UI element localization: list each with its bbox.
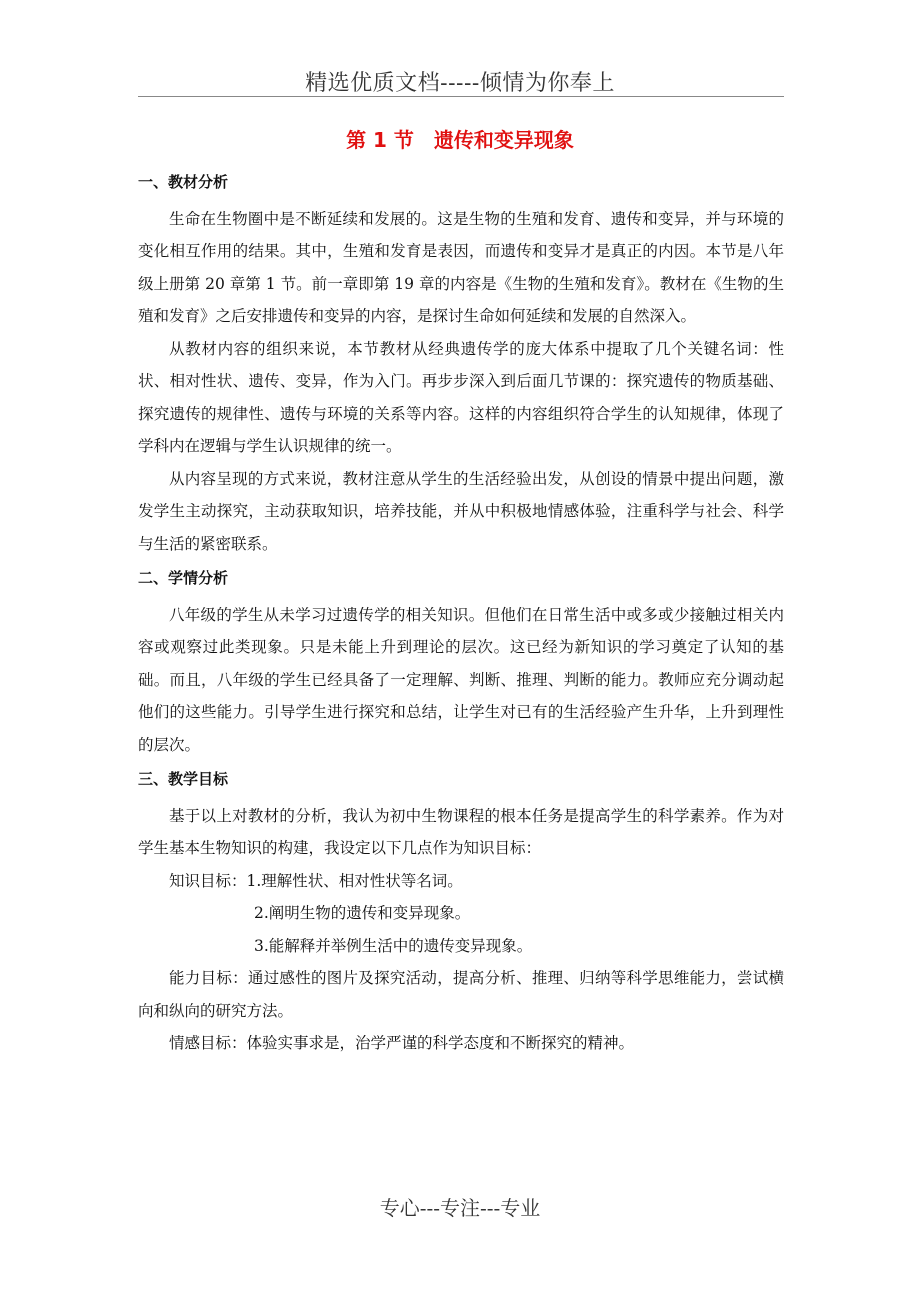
- ability-goal: 能力目标：通过感性的图片及探究活动，提高分析、推理、归纳等科学思维能力，尝试横向和纵向的研究方法。: [138, 969, 784, 1020]
- page-footer: 专心---专注---专业: [379, 1196, 541, 1220]
- knowledge-goal-item-2: 2.阐明生物的遗传和变异现象。: [254, 904, 471, 922]
- knowledge-goal-item-1: [138, 865, 784, 898]
- section-heading-teaching-objectives: 三、教学目标: [138, 770, 229, 788]
- paragraph: 生命在生物圈中是不断延续和发展的。这是生物的生殖和发育、遗传和变异，并与环境的变化相互作用的结果。其中，生殖和发育是表因，而遗传和变异才是真正的内因。本节是八年级上册第 20 章第 1 节。前一章即第 19 章的内容是《生物的生殖和发育》。教材在《生物的生殖和发育》之后安排遗传和变异的内容，是探讨生命如何延续和发展的自然深入。: [138, 209, 784, 325]
- page-header-title: 精选优质文档-----倾情为你奉上: [305, 71, 615, 96]
- knowledge-goal-label: 知识目标：: [169, 871, 247, 890]
- knowledge-goal-item-3: 3.能解释并举例生活中的遗传变异现象。: [254, 936, 533, 955]
- section-heading-student-analysis: 二、学情分析: [138, 569, 229, 587]
- knowledge-goal-text: 1.理解性状、相对性状等名词。: [246, 871, 463, 890]
- paragraph: 基于以上对教材的分析，我认为初中生物课程的根本任务是提高学生的科学素养。作为对学生基本生物知识的构建，我设定以下几点作为知识目标：: [138, 806, 784, 857]
- header-divider: [138, 96, 784, 97]
- paragraph: 从内容呈现的方式来说，教材注意从学生的生活经验出发，从创设的情景中提出问题，激发学生主动探究，主动获取知识，培养技能，并从中积极地情感体验，注重科学与社会、科学与生活的紧密联系。: [138, 469, 784, 553]
- paragraph: 八年级的学生从未学习过遗传学的相关知识。但他们在日常生活中或多或少接触过相关内容或观察过此类现象。只是未能上升到理论的层次。这已经为新知识的学习奠定了认知的基础。而且，八年级的学生已经具备了一定理解、判断、推理、判断的能力。教师应充分调动起他们的这些能力。引导学生进行探究和总结，让学生对已有的生活经验产生升华，上升到理性的层次。: [138, 605, 784, 754]
- document-body: [138, 164, 784, 1060]
- document-title: 第 1 节 遗传和变异现象: [346, 128, 574, 152]
- section-heading-textbook-analysis: 一、教材分析: [138, 173, 229, 191]
- paragraph: 从教材内容的组织来说，本节教材从经典遗传学的庞大体系中提取了几个关键名词：性状、相对性状、遗传、变异，作为入门。再步步深入到后面几节课的：探究遗传的物质基础、探究遗传的规律性、遗传与环境的关系等内容。这样的内容组织符合学生的认知规律，体现了学科内在逻辑与学生认识规律的统一。: [138, 339, 784, 455]
- emotion-goal: 情感目标：体验实事求是，治学严谨的科学态度和不断探究的精神。: [169, 1034, 635, 1052]
